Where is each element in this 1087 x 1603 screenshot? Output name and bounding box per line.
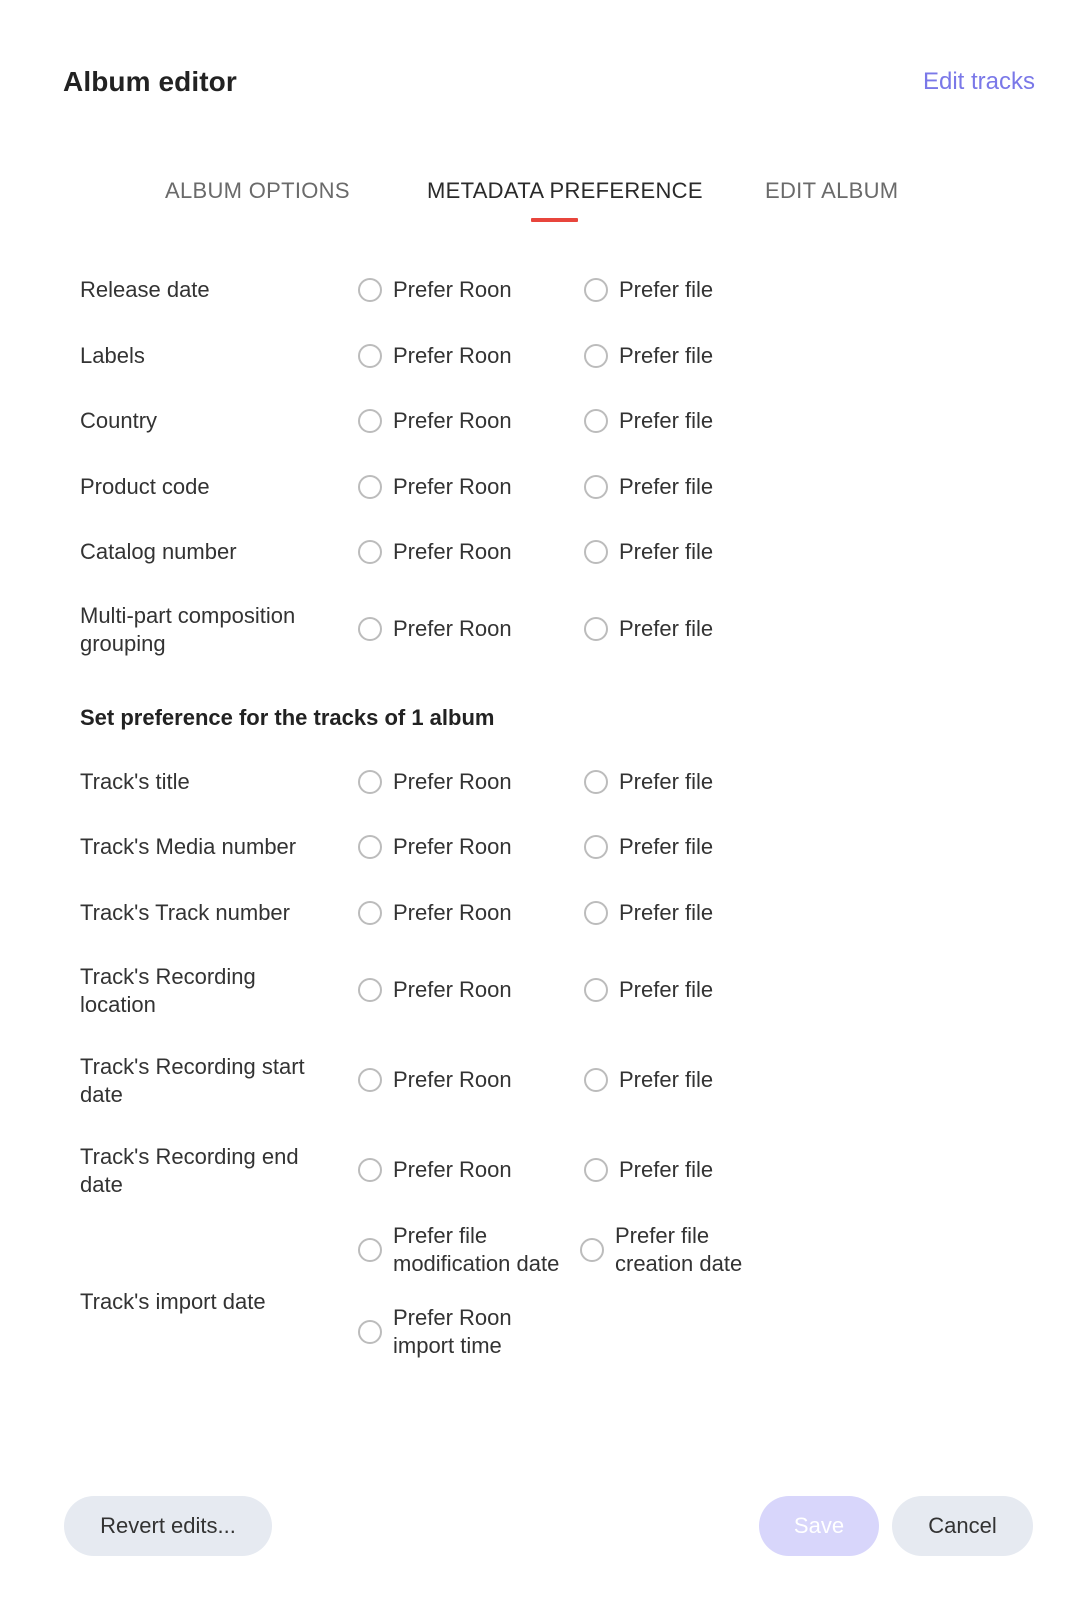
prefer-roon-import-time-radio[interactable] — [358, 1304, 523, 1360]
active-tab-indicator — [531, 218, 578, 222]
option-label: Prefer Roon — [393, 539, 512, 564]
radio-circle-icon[interactable] — [358, 617, 382, 641]
save-button[interactable]: Save — [759, 1496, 879, 1556]
option-label: Prefer file — [619, 977, 714, 1002]
radio-circle-icon[interactable] — [358, 1238, 382, 1262]
prefer-file-radio[interactable] — [584, 538, 713, 566]
radio-circle-icon[interactable] — [358, 409, 382, 433]
prefer-roon-radio[interactable] — [358, 615, 512, 643]
radio-circle-icon[interactable] — [358, 540, 382, 564]
tab-album-options[interactable]: ALBUM OPTIONS — [165, 178, 350, 203]
pref-label: Track's Track number — [80, 900, 290, 925]
prefer-roon-radio[interactable] — [358, 833, 512, 861]
prefer-roon-radio[interactable] — [358, 538, 512, 566]
radio-circle-icon[interactable] — [584, 835, 608, 859]
prefer-roon-radio[interactable] — [358, 1066, 512, 1094]
pref-label: Labels — [80, 343, 145, 368]
radio-circle-icon[interactable] — [584, 770, 608, 794]
prefer-file-radio[interactable] — [584, 899, 713, 927]
radio-circle-icon[interactable] — [358, 1068, 382, 1092]
pref-label: Catalog number — [80, 539, 237, 564]
tab-edit-album[interactable]: EDIT ALBUM — [765, 178, 899, 203]
pref-label: Country — [80, 408, 158, 433]
tab-metadata-preference[interactable]: METADATA PREFERENCE — [427, 178, 703, 203]
option-label: Prefer file creation date — [615, 1223, 743, 1276]
prefer-file-radio[interactable] — [584, 342, 713, 370]
radio-circle-icon[interactable] — [358, 1158, 382, 1182]
prefer-file-creation-date-radio[interactable] — [580, 1222, 755, 1278]
radio-circle-icon[interactable] — [584, 1158, 608, 1182]
option-label: Prefer Roon — [393, 1157, 512, 1182]
radio-circle-icon[interactable] — [358, 475, 382, 499]
prefer-file-radio[interactable] — [584, 976, 713, 1004]
prefer-roon-radio[interactable] — [358, 899, 512, 927]
option-label: Prefer file — [619, 616, 714, 641]
radio-circle-icon[interactable] — [584, 475, 608, 499]
pref-label: Product code — [80, 474, 210, 499]
radio-circle-icon[interactable] — [358, 978, 382, 1002]
radio-circle-icon[interactable] — [358, 278, 382, 302]
option-label: Prefer file — [619, 1067, 714, 1092]
option-label: Prefer file — [619, 834, 714, 859]
radio-circle-icon[interactable] — [358, 901, 382, 925]
radio-circle-icon[interactable] — [358, 344, 382, 368]
option-label: Prefer file — [619, 408, 714, 433]
option-label: Prefer file — [619, 277, 714, 302]
prefer-roon-radio[interactable] — [358, 276, 512, 304]
prefer-roon-radio[interactable] — [358, 473, 512, 501]
radio-circle-icon[interactable] — [584, 978, 608, 1002]
pref-label: Track's Media number — [80, 834, 297, 859]
prefer-file-radio[interactable] — [584, 615, 713, 643]
prefer-file-radio[interactable] — [584, 768, 713, 796]
prefer-file-radio[interactable] — [584, 473, 713, 501]
prefer-roon-radio[interactable] — [358, 342, 512, 370]
edit-tracks-link[interactable]: Edit tracks — [922, 68, 1035, 95]
pref-label: Track's Recording location — [80, 964, 256, 1017]
pref-label: Track's Recording end date — [80, 1144, 299, 1197]
radio-circle-icon[interactable] — [584, 1068, 608, 1092]
tab-bar — [0, 170, 1087, 230]
option-label: Prefer file — [619, 1157, 714, 1182]
pref-label: Release date — [80, 277, 210, 302]
prefer-file-modification-date-radio[interactable] — [358, 1222, 573, 1278]
prefer-roon-radio[interactable] — [358, 407, 512, 435]
radio-circle-icon[interactable] — [584, 540, 608, 564]
pref-label: Track's title — [80, 769, 190, 794]
radio-circle-icon[interactable] — [584, 409, 608, 433]
pref-label: Multi-part composition grouping — [80, 603, 296, 656]
pref-label: Track's import date — [80, 1289, 266, 1314]
prefer-file-radio[interactable] — [584, 833, 713, 861]
option-label: Prefer Roon — [393, 474, 512, 499]
prefer-file-radio[interactable] — [584, 407, 713, 435]
radio-circle-icon[interactable] — [584, 901, 608, 925]
option-label: Prefer file modification date — [393, 1223, 560, 1276]
dialog-header — [63, 64, 1035, 104]
radio-circle-icon[interactable] — [358, 770, 382, 794]
option-label: Prefer Roon — [393, 343, 512, 368]
tracks-section-title: Set preference for the tracks of 1 album — [80, 705, 495, 730]
radio-circle-icon[interactable] — [584, 344, 608, 368]
prefer-roon-radio[interactable] — [358, 1156, 512, 1184]
prefer-file-radio[interactable] — [584, 1066, 713, 1094]
option-label: Prefer Roon — [393, 408, 512, 433]
option-label: Prefer Roon — [393, 834, 512, 859]
dialog-title: Album editor — [63, 66, 237, 97]
radio-circle-icon[interactable] — [358, 835, 382, 859]
radio-circle-icon[interactable] — [358, 1320, 382, 1344]
option-label: Prefer file — [619, 343, 714, 368]
prefer-roon-radio[interactable] — [358, 976, 512, 1004]
option-label: Prefer Roon import time — [393, 1305, 512, 1358]
option-label: Prefer file — [619, 769, 714, 794]
option-label: Prefer Roon — [393, 900, 512, 925]
cancel-button[interactable]: Cancel — [892, 1496, 1033, 1556]
prefer-file-radio[interactable] — [584, 276, 713, 304]
option-label: Prefer file — [619, 474, 714, 499]
radio-circle-icon[interactable] — [584, 278, 608, 302]
option-label: Prefer Roon — [393, 616, 512, 641]
radio-circle-icon[interactable] — [580, 1238, 604, 1262]
option-label: Prefer file — [619, 539, 714, 564]
prefer-file-radio[interactable] — [584, 1156, 713, 1184]
option-label: Prefer Roon — [393, 277, 512, 302]
pref-label: Track's Recording start date — [80, 1054, 305, 1107]
radio-circle-icon[interactable] — [584, 617, 608, 641]
option-label: Prefer Roon — [393, 977, 512, 1002]
revert-edits-button[interactable]: Revert edits... — [64, 1496, 272, 1556]
option-label: Prefer file — [619, 900, 714, 925]
option-label: Prefer Roon — [393, 1067, 512, 1092]
prefer-roon-radio[interactable] — [358, 768, 512, 796]
option-label: Prefer Roon — [393, 769, 512, 794]
